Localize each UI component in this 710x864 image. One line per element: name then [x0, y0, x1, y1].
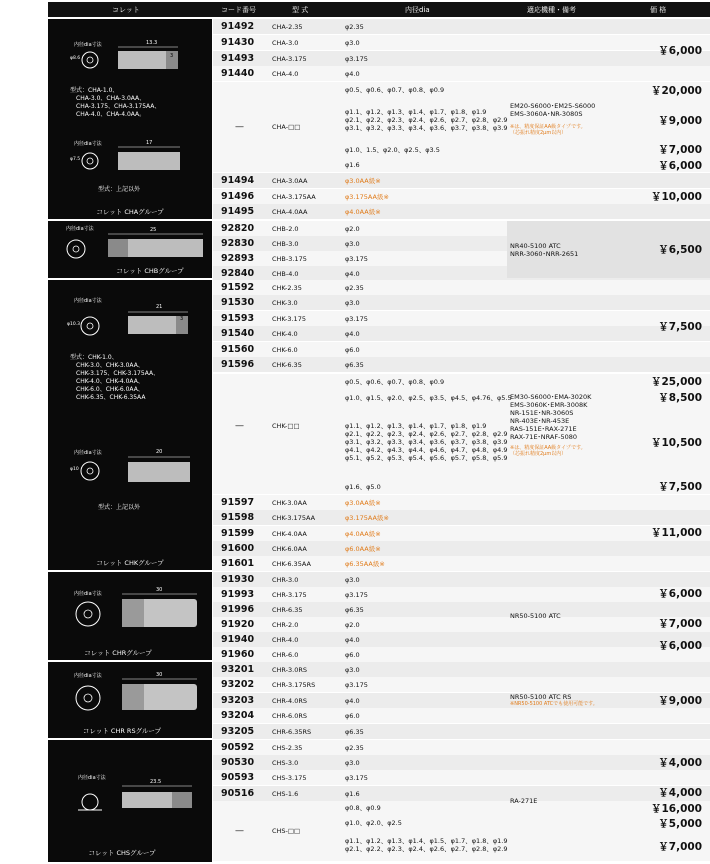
- code-number: 93202: [221, 679, 255, 690]
- price-cha-std: ￥6,000: [658, 44, 702, 57]
- model-name: CHR-3.0: [272, 575, 299, 584]
- chk-compat-note: ※は、精度保証AA級タイプです。 （芯振れ精度2μm以内）: [510, 445, 586, 457]
- chb-group-panel: [48, 221, 212, 278]
- model-name: CHA-2.35: [272, 22, 303, 31]
- chs-compat: RA-271E: [510, 797, 538, 805]
- model-name: CHR-3.175RS: [272, 680, 316, 689]
- inner-diameter: φ3.0AA級※: [345, 498, 381, 507]
- model-name: CHR-6.0RS: [272, 711, 308, 720]
- price-chb: ￥6,500: [658, 244, 702, 256]
- inner-diameter: φ4.0: [345, 329, 360, 338]
- code-number: 91530: [221, 297, 255, 308]
- dim-length: 23.5: [150, 779, 162, 785]
- cha-multi-dia-2: φ1.1、φ1.2、φ1.3、φ1.4、φ1.7、φ1.8、φ1.9 φ2.1、φ2.2、φ2.3、φ2.4、φ2.6、φ2.7、φ2.8、φ2.9 φ3.1、φ3.2、φ3.3、φ3.4、φ3.6、φ3.7、φ3.8、φ3.9: [345, 108, 508, 132]
- chs-multi-dia-2: φ1.0、φ2.0、φ2.5: [345, 819, 402, 827]
- model-name: CHR-6.0: [272, 650, 299, 659]
- inner-diameter: φ6.0AA級※: [345, 544, 381, 553]
- cha-multi-dia-1: φ0.5、φ0.6、φ0.7、φ0.8、φ0.9: [345, 86, 445, 94]
- header-collet: コレット: [112, 5, 140, 14]
- chs-dash: —: [235, 826, 244, 836]
- model-name: CHB-3.175: [272, 254, 307, 263]
- inner-diameter: φ2.35: [345, 22, 364, 31]
- inner-diameter: φ6.35: [345, 727, 364, 736]
- inner-dia-label: 内径dia寸法: [74, 673, 102, 679]
- chk-multi-dia-2: φ1.0、φ1.5、φ2.0、φ2.5、φ3.5、φ4.5、φ4.76、φ5.5: [345, 393, 512, 402]
- code-number: 90516: [221, 788, 255, 799]
- model-name: CHB-3.0: [272, 239, 299, 248]
- cha-multi-dia-3: φ1.0、1.5、φ2.0、φ2.5、φ3.5: [345, 145, 440, 154]
- model-name: CHK-6.0: [272, 345, 298, 354]
- code-number: 91430: [221, 37, 255, 48]
- code-number: 91993: [221, 589, 255, 600]
- chb-group-name: コレット CHBグループ: [116, 267, 184, 275]
- price-chrrs: ￥9,000: [658, 694, 702, 707]
- price-chs-1: ￥5,000: [658, 817, 702, 830]
- cha-models-text: 型式：CHA-1.0、 CHA-3.0、CHA-3.0AA、 CHA-3.175、CHA-3.175AA、 CHA-4.0、CHA-4.0AA。: [70, 87, 161, 118]
- chr-group-panel: [48, 572, 212, 660]
- price-cha-16: ￥6,000: [658, 159, 702, 172]
- price-chs-b: ￥4,000: [658, 787, 702, 799]
- code-number: 93204: [221, 710, 255, 721]
- inner-dia-label: 内径dia寸法: [74, 298, 102, 304]
- price-cha-1: ￥7,000: [658, 144, 702, 156]
- table-header: [48, 2, 710, 17]
- model-name: CHS-3.0: [272, 758, 299, 767]
- inner-diameter: φ3.0: [345, 38, 360, 47]
- dim-dia: φ8.6: [70, 56, 81, 61]
- chs-multi-dia-3: φ1.1、φ1.2、φ1.3、φ1.4、φ1.5、φ1.7、φ1.8、φ1.9 φ2.1、φ2.2、φ2.3、φ2.4、φ2.6、φ2.7、φ2.8、φ2.9: [345, 837, 508, 853]
- code-number: 91598: [221, 512, 255, 523]
- inner-diameter: φ6.35: [345, 360, 364, 369]
- header-compat: 適応機種・備考: [527, 5, 576, 14]
- inner-diameter: φ4.0AA級※: [345, 529, 381, 538]
- chr-compat: NR50-5100 ATC: [510, 612, 561, 620]
- inner-diameter: φ6.35AA級※: [345, 559, 385, 568]
- inner-dia-label: 内径dia寸法: [78, 775, 106, 781]
- code-number: 93205: [221, 726, 255, 737]
- code-number: 91940: [221, 634, 255, 645]
- inner-diameter: φ6.35: [345, 605, 364, 614]
- chs-group-name: コレット CHSグループ: [88, 849, 156, 857]
- chrrs-compat-note: ※NR50-5100 ATCでも使用可能です。: [510, 701, 598, 707]
- code-number: 91996: [221, 604, 255, 615]
- model-name: CHK-3.175: [272, 314, 306, 323]
- code-number: 91494: [221, 175, 255, 186]
- inner-diameter: φ3.0: [345, 665, 360, 674]
- chk-compat: [507, 280, 616, 570]
- chk-other-text: 型式：上記以外: [98, 504, 141, 511]
- code-number: 91592: [221, 282, 255, 293]
- price-cha-aa: ￥10,000: [650, 190, 702, 203]
- chrrs-compat-text: NR50-5100 ATC RS: [510, 693, 572, 701]
- chk-compat-text: EM30-S6000･EMA-3020K EMS-3060K･EMR-3008K NR-151E･NR-3060S NR-403E･NR-453E RAS-151E･RAX-271E RAX-71E･NRAF-5080: [510, 393, 592, 441]
- chs-multi-model: CHS-□□: [272, 827, 301, 835]
- inner-diameter: φ3.175: [345, 773, 368, 782]
- code-number: 91597: [221, 497, 255, 508]
- inner-dia-label: 内径dia寸法: [74, 42, 102, 48]
- dim-dia-2: φ7.5: [70, 157, 81, 162]
- chk-group-panel: [48, 280, 212, 570]
- header-model: 型 式: [292, 5, 309, 14]
- model-name: CHS-3.175: [272, 773, 307, 782]
- model-name: CHB-2.0: [272, 224, 299, 233]
- model-name: CHS-1.6: [272, 789, 299, 798]
- dim-dia: φ10.3: [67, 322, 80, 327]
- price-chk-aa: ￥11,000: [650, 527, 702, 539]
- model-name: CHR-6.35: [272, 605, 303, 614]
- chk-multi-model: CHK-□□: [272, 422, 300, 430]
- model-name: CHR-3.175: [272, 590, 307, 599]
- price-chs-mid: ￥7,000: [658, 840, 702, 853]
- inner-diameter: φ3.175: [345, 254, 368, 263]
- chk-multi-dia-3: φ1.1、φ1.2、φ1.3、φ1.4、φ1.7、φ1.8、φ1.9 φ2.1、φ2.2、φ2.3、φ2.4、φ2.6、φ2.7、φ2.8、φ2.9 φ3.1、φ3.2、φ3.3、φ3.4、φ3.6、φ3.7、φ3.8、φ3.9 φ4.1、φ4.2、φ4.3、φ4.4、φ4.6、φ4.7、φ4.8、φ4.9 φ5.1、φ5.2、φ5.3、φ5.4、φ5.6、φ5.7、φ5.8、φ5.9: [345, 422, 508, 462]
- inner-diameter: φ2.0: [345, 224, 360, 233]
- model-name: CHA-3.0: [272, 38, 299, 47]
- chk-multi-dia-4: φ1.6、φ5.0: [345, 482, 381, 491]
- chk-dash: —: [235, 421, 244, 431]
- model-name: CHK-4.0: [272, 329, 298, 338]
- chr-group-name: コレット CHRグループ: [84, 649, 152, 657]
- price-chs-fine: ￥16,000: [650, 802, 702, 815]
- inner-diameter: φ3.0: [345, 758, 360, 767]
- code-number: 93201: [221, 664, 255, 675]
- model-name: CHR-6.35RS: [272, 727, 312, 736]
- inner-diameter: φ2.0: [345, 620, 360, 629]
- inner-diameter: φ3.0AA級※: [345, 176, 381, 185]
- code-number: 91560: [221, 344, 255, 355]
- code-number: 91593: [221, 313, 255, 324]
- inner-diameter: φ6.0: [345, 650, 360, 659]
- code-number: 91440: [221, 68, 255, 79]
- cha-multi-model: CHA-□□: [272, 123, 301, 131]
- model-name: CHR-4.0: [272, 635, 299, 644]
- chs-group-panel: [48, 740, 212, 862]
- cha-compat: [507, 19, 616, 219]
- inner-diameter: φ3.175: [345, 590, 368, 599]
- price-chk-16: ￥7,500: [658, 481, 702, 493]
- dim-length-2: 17: [146, 140, 153, 146]
- chs-collet-drawing: [48, 740, 212, 862]
- code-number: 93203: [221, 695, 255, 706]
- inner-diameter: φ3.0: [345, 298, 360, 307]
- cha-group-name: コレット CHAグループ: [96, 208, 164, 216]
- inner-diameter: φ3.175AA級※: [345, 513, 389, 522]
- model-name: CHK-4.0AA: [272, 529, 307, 538]
- inner-diameter: φ3.0: [345, 239, 360, 248]
- code-number: 91601: [221, 558, 255, 569]
- cha-other-text: 型式：上記以外: [98, 186, 141, 193]
- inner-diameter: φ4.0: [345, 635, 360, 644]
- inner-diameter: φ3.0: [345, 575, 360, 584]
- code-number: 92830: [221, 238, 255, 249]
- code-number: 91496: [221, 191, 255, 202]
- inner-diameter: φ2.35: [345, 743, 364, 752]
- chrrs-compat: [507, 662, 616, 738]
- code-number: 92893: [221, 253, 255, 264]
- chk-group-name: コレット CHKグループ: [96, 559, 164, 567]
- chb-compat: NR40-5100 ATC NRR-3060･NRR-2651: [510, 241, 579, 258]
- chk-multi-dia-1: φ0.5、φ0.6、φ0.7、φ0.8、φ0.9: [345, 377, 445, 386]
- inner-diameter: φ4.0: [345, 269, 360, 278]
- price-chk-1: ￥8,500: [658, 392, 702, 404]
- model-name: CHR-4.0RS: [272, 696, 308, 705]
- dim-length: 13.3: [146, 40, 158, 46]
- dim-length-2: 20: [156, 449, 163, 455]
- inner-diameter: φ2.35: [345, 283, 364, 292]
- dim-length: 30: [156, 672, 163, 678]
- model-name: CHR-3.0RS: [272, 665, 308, 674]
- inner-diameter: φ6.0: [345, 711, 360, 720]
- inner-dia-label: 内径dia寸法: [66, 226, 94, 232]
- dim-slot: 3: [180, 316, 184, 322]
- model-name: CHK-3.0AA: [272, 498, 307, 507]
- model-name: CHK-6.0AA: [272, 544, 307, 553]
- dim-length: 30: [156, 587, 163, 593]
- header-dia: 内径dia: [405, 5, 430, 14]
- cha-multi-dia-4: φ1.6: [345, 161, 360, 169]
- chs-multi-dia-1: φ0.8、φ0.9: [345, 804, 381, 812]
- cha-compat-note: ※は、精度保証AA級タイプです。 （芯振れ精度2μm以内）: [510, 124, 586, 136]
- inner-diameter: φ3.175: [345, 314, 368, 323]
- inner-diameter: φ3.175: [345, 680, 368, 689]
- chrrs-group-name: コレット CHR RSグループ: [82, 727, 162, 735]
- code-number: 91920: [221, 619, 255, 630]
- inner-dia-label-2: 内径dia寸法: [74, 141, 102, 147]
- code-number: 92820: [221, 223, 255, 234]
- model-name: CHA-3.175: [272, 54, 307, 63]
- inner-diameter: φ1.6: [345, 789, 360, 798]
- price-chr-c: ￥6,000: [658, 640, 702, 652]
- price-chk-mid: ￥10,500: [650, 436, 702, 449]
- model-name: CHA-4.0AA: [272, 207, 308, 216]
- code-number: 90593: [221, 772, 255, 783]
- price-chr-b: ￥7,000: [658, 617, 702, 630]
- model-name: CHR-2.0: [272, 620, 299, 629]
- model-name: CHK-2.35: [272, 283, 302, 292]
- price-chr-a: ￥6,000: [658, 588, 702, 600]
- code-number: 91599: [221, 528, 255, 539]
- cha-compat-text: EM20-S6000･EM25-S6000 EMS-3060A･NR-3080S: [510, 102, 596, 118]
- dim-length: 21: [156, 304, 163, 310]
- model-name: CHK-3.175AA: [272, 513, 316, 522]
- inner-diameter: φ3.175: [345, 54, 368, 63]
- inner-dia-label-2: 内径dia寸法: [74, 450, 102, 456]
- inner-dia-label: 内径dia寸法: [74, 591, 102, 597]
- code-number: 92840: [221, 268, 255, 279]
- chrrs-group-panel: [48, 662, 212, 738]
- code-number: 91493: [221, 53, 255, 64]
- inner-diameter: φ3.175AA級※: [345, 192, 389, 201]
- cha-dash: —: [235, 122, 244, 132]
- model-name: CHB-4.0: [272, 269, 299, 278]
- code-number: 91960: [221, 649, 255, 660]
- model-name: CHS-2.35: [272, 743, 303, 752]
- inner-diameter: φ6.0: [345, 345, 360, 354]
- chr-collet-drawing: [48, 572, 212, 660]
- price-cha-fine: ￥20,000: [650, 84, 702, 97]
- model-name: CHK-6.35AA: [272, 559, 311, 568]
- model-name: CHA-3.0AA: [272, 176, 308, 185]
- inner-diameter: φ4.0: [345, 69, 360, 78]
- dim-dia-2: φ10: [70, 467, 79, 472]
- inner-diameter: φ4.0AA級※: [345, 207, 381, 216]
- code-number: 90530: [221, 757, 255, 768]
- price-chs-a: ￥4,000: [658, 756, 702, 769]
- code-number: 91600: [221, 543, 255, 554]
- code-number: 91930: [221, 574, 255, 585]
- chk-models-text: 型式：CHK-1.0、 CHK-3.0、CHK-3.0AA、 CHK-3.175、CHK-3.175AA、 CHK-4.0、CHK-4.0AA、 CHK-6.0、CHK-6.0AA、 CHK-6.35、CHK-6.35AA: [70, 354, 160, 401]
- dim-length: 25: [150, 227, 157, 233]
- header-price: 価 格: [650, 5, 667, 14]
- header-code: コード番号: [221, 5, 256, 14]
- price-chk-std: ￥7,500: [658, 321, 702, 333]
- code-number: 91596: [221, 359, 255, 370]
- model-name: CHA-4.0: [272, 69, 299, 78]
- dim-slot: 3: [170, 53, 174, 59]
- model-name: CHK-3.0: [272, 298, 298, 307]
- price-chk-fine: ￥25,000: [650, 376, 702, 388]
- code-number: 91492: [221, 21, 255, 32]
- model-name: CHA-3.175AA: [272, 192, 316, 201]
- code-number: 90592: [221, 742, 255, 753]
- code-number: 91540: [221, 328, 255, 339]
- code-number: 91495: [221, 206, 255, 217]
- model-name: CHK-6.35: [272, 360, 302, 369]
- price-cha-mid: ￥9,000: [658, 114, 702, 127]
- inner-diameter: φ4.0: [345, 696, 360, 705]
- cha-group-panel: [48, 19, 212, 219]
